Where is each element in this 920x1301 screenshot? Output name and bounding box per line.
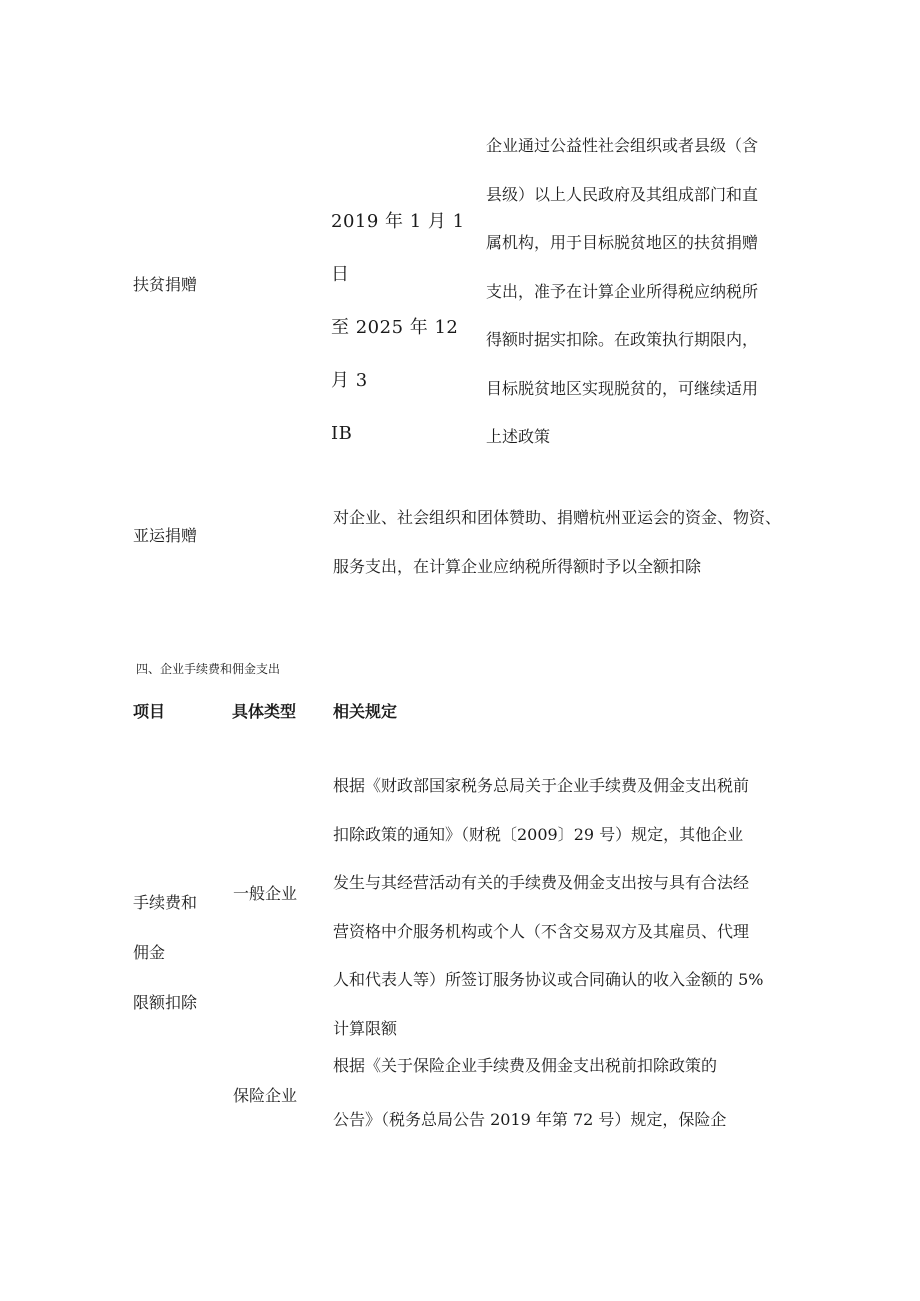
rule-line: 根据《关于保险企业手续费及佣金支出税前扣除政策的 xyxy=(333,1056,718,1075)
rule-line: 营资格中介服务机构或个人（不含交易双方及其雇员、代理 xyxy=(333,921,750,941)
commission-item xyxy=(133,878,223,1028)
header-item: 项目 xyxy=(133,702,166,721)
item-line: 佣金 xyxy=(133,943,166,962)
period-line: 2019 年 1 月 1 日 xyxy=(331,211,465,285)
header-rule: 相关规定 xyxy=(333,702,398,721)
period-line: 至 2025 年 12 月 3 xyxy=(331,317,459,391)
type-general-enterprise: 一般企业 xyxy=(233,884,298,903)
general-enterprise-rule xyxy=(333,762,803,1053)
poverty-donation-period xyxy=(331,195,481,460)
rule-line: 计算限额 xyxy=(333,1018,398,1038)
rule-line: 根据《财政部国家税务总局关于企业手续费及佣金支出税前 xyxy=(333,776,750,795)
rule-line: 发生与其经营活动有关的手续费及佣金支出按与具有合法经 xyxy=(333,873,750,892)
rule-line: 人和代表人等）所签订服务协议或合同确认的收入金额的 5% xyxy=(333,970,764,989)
rule-line: 上述政策 xyxy=(486,427,551,446)
rule-line: 扣除政策的通知》（财税〔2009〕29 号）规定，其他企业 xyxy=(333,824,744,844)
asian-games-donation-rule xyxy=(333,494,813,591)
rule-line: 属机构，用于目标脱贫地区的扶贫捐赠 xyxy=(486,233,759,252)
type-insurance-enterprise: 保险企业 xyxy=(233,1086,298,1105)
asian-games-donation-item: 亚运捐赠 xyxy=(133,526,198,545)
item-line: 手续费和 xyxy=(133,893,198,912)
rule-line: 对企业、社会组织和团体赞助、捐赠杭州亚运会的资金、物资、 xyxy=(333,508,782,527)
header-type: 具体类型 xyxy=(232,702,297,721)
item-line: 限额扣除 xyxy=(133,993,198,1012)
section-title: 四、企业手续费和佣金支出 xyxy=(136,662,281,676)
rule-line: 得额时据实扣除。在政策执行期限内， xyxy=(486,330,759,349)
poverty-donation-item: 扶贫捐赠 xyxy=(133,275,198,294)
insurance-enterprise-rule xyxy=(333,1054,726,1132)
rule-line: 服务支出，在计算企业应纳税所得额时予以全额扣除 xyxy=(333,556,702,576)
rule-line: 目标脱贫地区实现脱贫的，可继续适用 xyxy=(486,378,759,398)
rule-line: 企业通过公益性社会组织或者县级（含 xyxy=(486,136,759,155)
rule-line: 支出，准予在计算企业所得税应纳税所 xyxy=(486,281,759,301)
period-line: IB xyxy=(331,423,353,444)
rule-line: 县级）以上人民政府及其组成部门和直 xyxy=(486,184,759,204)
poverty-donation-rule xyxy=(486,122,786,462)
rule-line: 公告》（税务总局公告 2019 年第 72 号）规定，保险企 xyxy=(333,1110,727,1129)
